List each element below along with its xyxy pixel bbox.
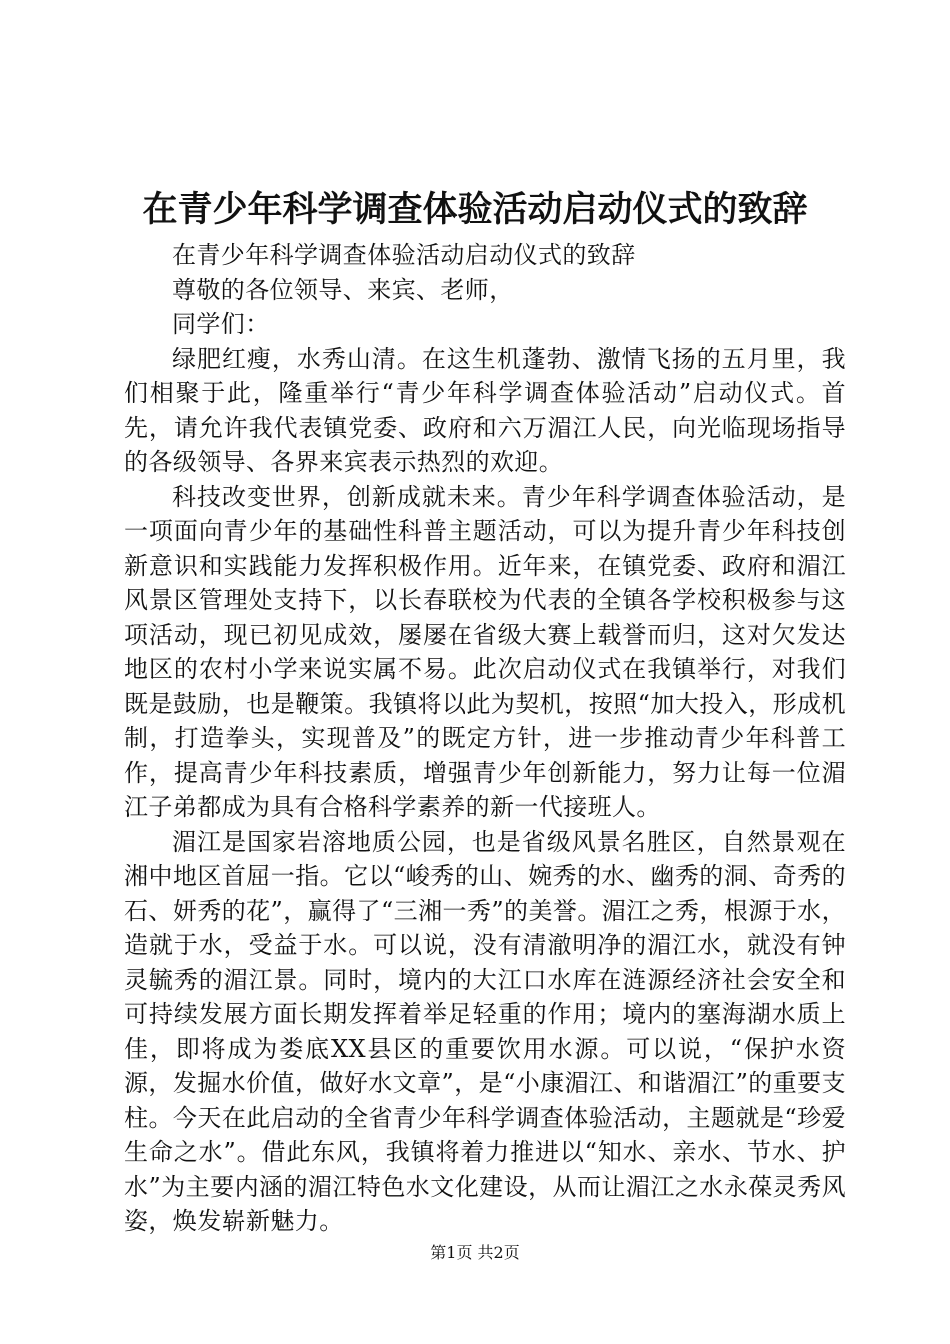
page-footer: 第1页 共2页 — [430, 1243, 520, 1262]
paragraph-science: 科技改变世界，创新成就未来。青少年科学调查体验活动，是一项面向青少年的基础性科普主题活动，可以为提升青少年科技创新意识和实践能力发挥积极作用。近年来，在镇党委、政府和湄江风景区管理处支持下，以长春联校为代表的全镇各学校积极参与这项活动，现已初见成效，屡屡在省级大赛上载誉而归，这对欠发达地区的农村小学来说实属不易。此次启动仪式在我镇举行，对我们既是鼓励，也是鞭策。我镇将以此为契机，按照“加大投入，形成机制，打造拳头，实现普及”的既定方针，进一步推动青少年科普工作，提高青少年科技素质，增强青少年创新能力，努力让每一位湄江子弟都成为具有合格科学素养的新一代接班人。 — [124, 482, 846, 821]
paragraph-salutation-students: 同学们： — [172, 310, 270, 338]
document-body — [124, 238, 846, 1239]
paragraph-meijiang: 湄江是国家岩溶地质公园，也是省级风景名胜区，自然景观在湘中地区首屈一指。它以“峻秀的山、婉秀的水、幽秀的洞、奇秀的石、妍秀的花”，赢得了“三湘一秀”的美誉。湄江之秀，根源于水，造就于水，受益于水。可以说，没有清澈明净的湄江水，就没有钟灵毓秀的湄江景。同时，境内的大江口水库在涟源经济社会安全和可持续发展方面长期发挥着举足轻重的作用；境内的塞海湖水质上佳，即将成为娄底XX县区的重要饮用水源。可以说，“保护水资源，发掘水价值，做好水文章”，是“小康湄江、和谐湄江”的重要支柱。今天在此启动的全省青少年科学调查体验活动，主题就是“珍爱生命之水”。借此东风，我镇将着力推进以“知水、亲水、节水、护水”为主要内涵的湄江特色水文化建设，从而让湄江之水永葆灵秀风姿，焕发崭新魅力。 — [124, 827, 846, 1235]
paragraph-salutation: 尊敬的各位领导、来宾、老师， — [172, 275, 514, 304]
paragraph-subtitle: 在青少年科学调查体验活动启动仪式的致辞 — [172, 241, 636, 269]
paragraph-welcome: 绿肥红瘦，水秀山清。在这生机蓬勃、激情飞扬的五月里，我们相聚于此，隆重举行“青少年科学调查体验活动”启动仪式。首先，请允许我代表镇党委、政府和六万湄江人民，向光临现场指导的各级领导、各界来宾表示热烈的欢迎。 — [124, 344, 846, 476]
document-title: 在青少年科学调查体验活动启动仪式的致辞 — [142, 189, 808, 230]
